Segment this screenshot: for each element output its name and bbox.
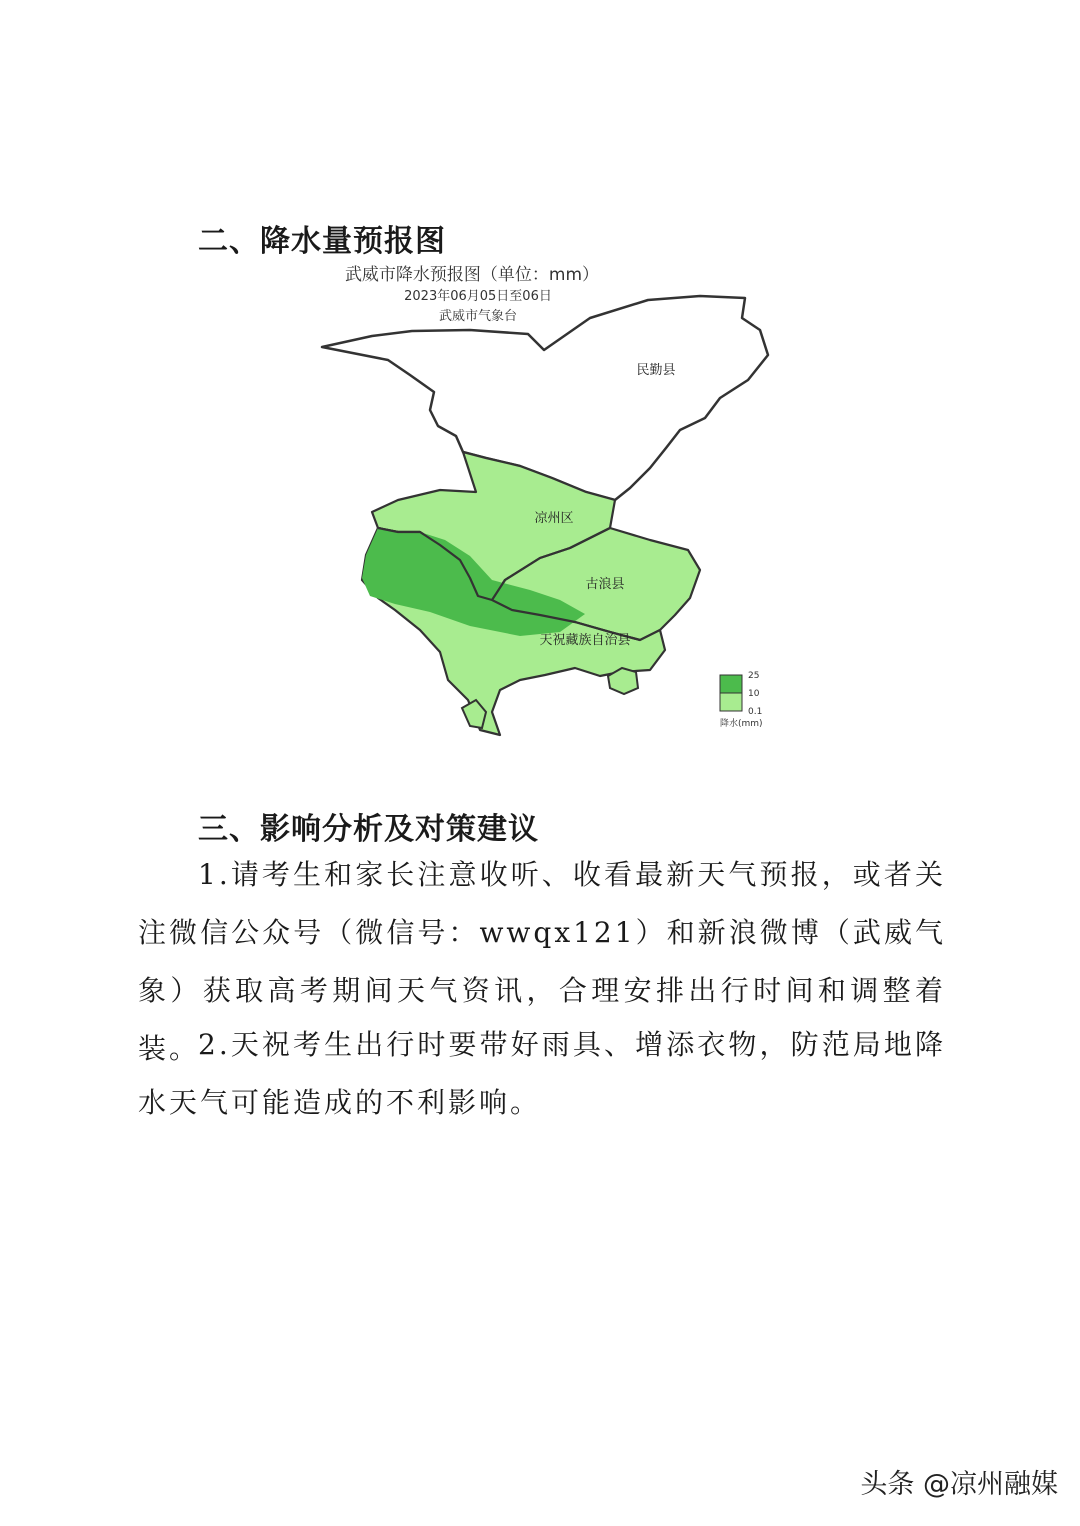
section-heading-impact-analysis: 三、影响分析及对策建议 — [198, 812, 539, 847]
legend-swatch-heavy — [720, 675, 742, 693]
legend-label: 降水(mm) — [720, 719, 763, 729]
advice-paragraph-1: 1.请考生和家长注意收听、收看最新天气预报，或者关注微信公众号（微信号：wwqx121）和新浪微博（武威气象）获取高考期间天气资讯，合理安排出行时间和调整着装。 — [138, 858, 946, 1065]
legend-swatch-light — [720, 693, 742, 711]
map-date-range: 2023年06月05日至06日 — [404, 289, 552, 304]
map-legend — [720, 671, 763, 729]
section-heading-precipitation-map: 二、降水量预报图 — [198, 224, 446, 259]
label-liangzhou: 凉州区 — [534, 511, 574, 526]
legend-level-10: 10 — [748, 689, 760, 699]
advice-paragraph-2: 2.天祝考生出行时要带好雨具、增添衣物，防范局地降水天气可能造成的不利影响。 — [138, 1028, 946, 1119]
map-issuer: 武威市气象台 — [438, 309, 518, 324]
legend-level-25: 25 — [748, 671, 760, 681]
label-tianzhu: 天祝藏族自治县 — [539, 633, 631, 648]
label-minqin: 民勤县 — [636, 363, 676, 378]
label-gulang: 古浪县 — [585, 577, 625, 592]
region-minqin — [322, 296, 768, 500]
source-watermark: 头条 @凉州融媒 — [860, 1469, 1058, 1500]
legend-level-0.1: 0.1 — [748, 707, 763, 717]
precipitation-forecast-map — [300, 258, 790, 742]
map-title: 武威市降水预报图（单位：mm） — [344, 265, 600, 285]
